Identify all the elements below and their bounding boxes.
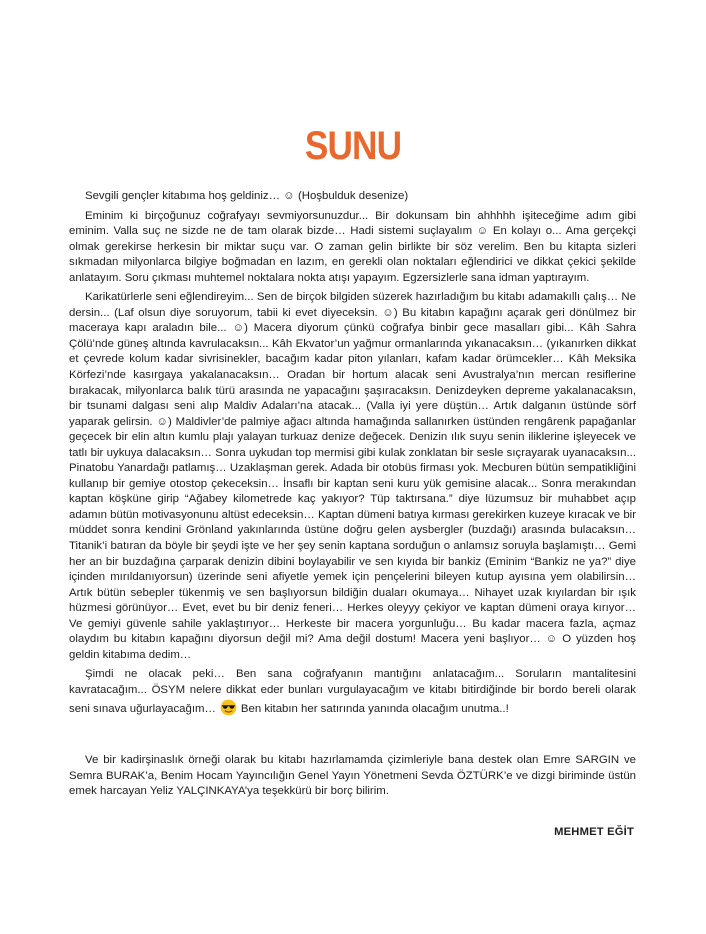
- sunglasses-smiley-icon: [220, 699, 237, 716]
- paragraph-greeting: Sevgili gençler kitabıma hoş geldiniz… ☺ (Hoşbulduk desenize): [85, 190, 409, 202]
- paragraph-intro: Eminim ki birçoğunuz coğrafyayı sevmiyorsunuzdur... Bir dokunsam bin ahhhhh işiteceğime adım gibi eminim. Valla suç ne sizde ne de tam olarak bizde… Hadi sistemi suçlayalım ☺ En kolayı o... Ama gerçekçi olmak gerekirse herkesin bir miktar suçu var. O zaman gelin birlikte bir söz verelim. Ben bu kitapta sizleri sıkmadan milyonlarca bilgiye boğmadan en lazım, en gerekli olan noktaları eğlendirici ve dikkat çekici şekilde anlatayım. Soru çıkması muhtemel noktalara nokta atışı yapayım. Egzersizlerle sana idman yaptırayım.: [69, 209, 636, 284]
- paragraph-promise: [69, 667, 636, 717]
- paragraph-thanks: Ve bir kadirşinaslık örneği olarak bu kitabı hazırlamamda çizimleriyle bana destek olan Emre SARGIN ve Semra BURAK’a, Benim Hocam Yayıncılığın Genel Yayın Yönetmeni Sevda ÖZTÜRK’e ve dizgi biriminde üstün emek harcayan Yeliz YALÇINKAYA’ya teşekkürü bir borç bilirim.: [69, 754, 636, 798]
- paragraph-adventure: Karikatürlerle seni eğlendireyim... Sen de birçok bilgiden süzerek hazırladığım bu kitabı adamakıllı çalış… Ne dersin... (Laf olsun diye soruyorum, tabii ki evet diyeceksin. ☺) Bu kitabın kapağını açarak geri dönülmez bir maceraya kapı araladın bile... ☺) Macera diyorum çünkü coğrafya binbir gece masalları gibi... Kâh Sahra Çölü’nde güneş altında kavrulacaksın... Kâh Ekvator’un yağmur ormanlarında yıkanacaksın… (yıkanırken dikkat et çevrede kolum kadar sivrisinekler, bacağım kadar piton yılanları, kafam kadar örümcekler… Kâh Meksika Körfezi’nde kasırgaya yakalanacaksın… Oradan bir hortum alacak seni Avustralya’nın mercan resiflerine bırakacak, milyonlarca balık türü arasında ne yapacağını şaşıracaksın. Denizdeyken depreme yakalanacaksın, bir tsunami dalgası seni alıp Maldiv Adaları’na atacak... (Valla iyi yere düştün… Artık dalganın üstünde sörf yaparak gelirsin. ☺) Maldivler’de palmiye ağacı altında hamağında sallanırken üstünden rengârenk papağanlar geçecek bir elin altın kumlu plajı yalayan turkuaz denize değecek. Denizin ılık suyu senin iliklerine işleyecek ve tatlı bir uykuya dalacaksın… Sonra uykudan top mermisi gibi kulak zonklatan bir sesle sıçrayarak uyanacaksın... Pinatobu Yanardağı patlamış… Uzaklaşman gerek. Adada bir otobüs firması yok. Mecburen bütün sempatikliğini kullanıp bir gemiye otostop çekeceksin… İnsaflı bir kaptan seni kuru yük gemisine alacak... Sonra merakından kaptan köşküne girip “Ağabey kilometrede kaç yakıyor? Tüp taktırsana.” diye lüzumsuz bir muhabbet açıp adamın bütün motivasyonunu altüst edeceksin… Kaptan dümeni batıya kırması gerekirken kuzeye kıracak ve bir müddet sonra kendini Grönland yakınlarında üstüne doğru gelen aysbergler (buzdağı) arasında bulacaksın… Titanik’i batıran da böyle bir şeydi işte ve her şey senin kaptana sorduğun o anlamsız soruyla başlamıştı… Gemi her an bir buzdağına çarparak denizin dibini boylayabilir ve sen kıyıda bir bankiz (Eminim “Bankiz ne ya?” diye içinden mırıldanıyorsun) üzerinde seni afiyetle yemek için pençelerini bileyen kutup ayısına yem olabilirsin… Artık bütün sebepler tükenmiş ve sen başlıyorsun bildiğin duaları okumaya… Nihayet uzak kıyılardan bir ışık hüzmesi görünüyor… Evet, evet bu bir deniz feneri… Herkes oleyyy çekiyor ve kaptan dümeni oraya kırıyor… Ve gemiyi güvenle sahile yaklaştırıyor… Herkeste bir macera yorgunluğu… Bu kadar macera fazla, açmaz olaydım bu kitabın kapağını diyorsun değil mi? Ama değil dostum! Macera yeni başlıyor… ☺ O yüzden hoş geldin kitabıma dedim…: [69, 291, 636, 661]
- promise-closing: Ben kitabın her satırında yanında olacağım unutma..!: [240, 702, 509, 715]
- promise-text: Şimdi ne olacak peki… Ben sana coğrafyanın mantığını anlatacağım... Soruların mantalitesini kavratacağım... ÖSYM nelere dikkat eder bunları vurgulayacağım ve kitabı bitirdiğinde bir bordo bereli olarak seni sınava uğurlayacağım…: [69, 668, 636, 715]
- body-text: [69, 189, 636, 804]
- author-signature: MEHMET EĞİT: [554, 826, 634, 838]
- page-title: SUNU: [304, 124, 402, 168]
